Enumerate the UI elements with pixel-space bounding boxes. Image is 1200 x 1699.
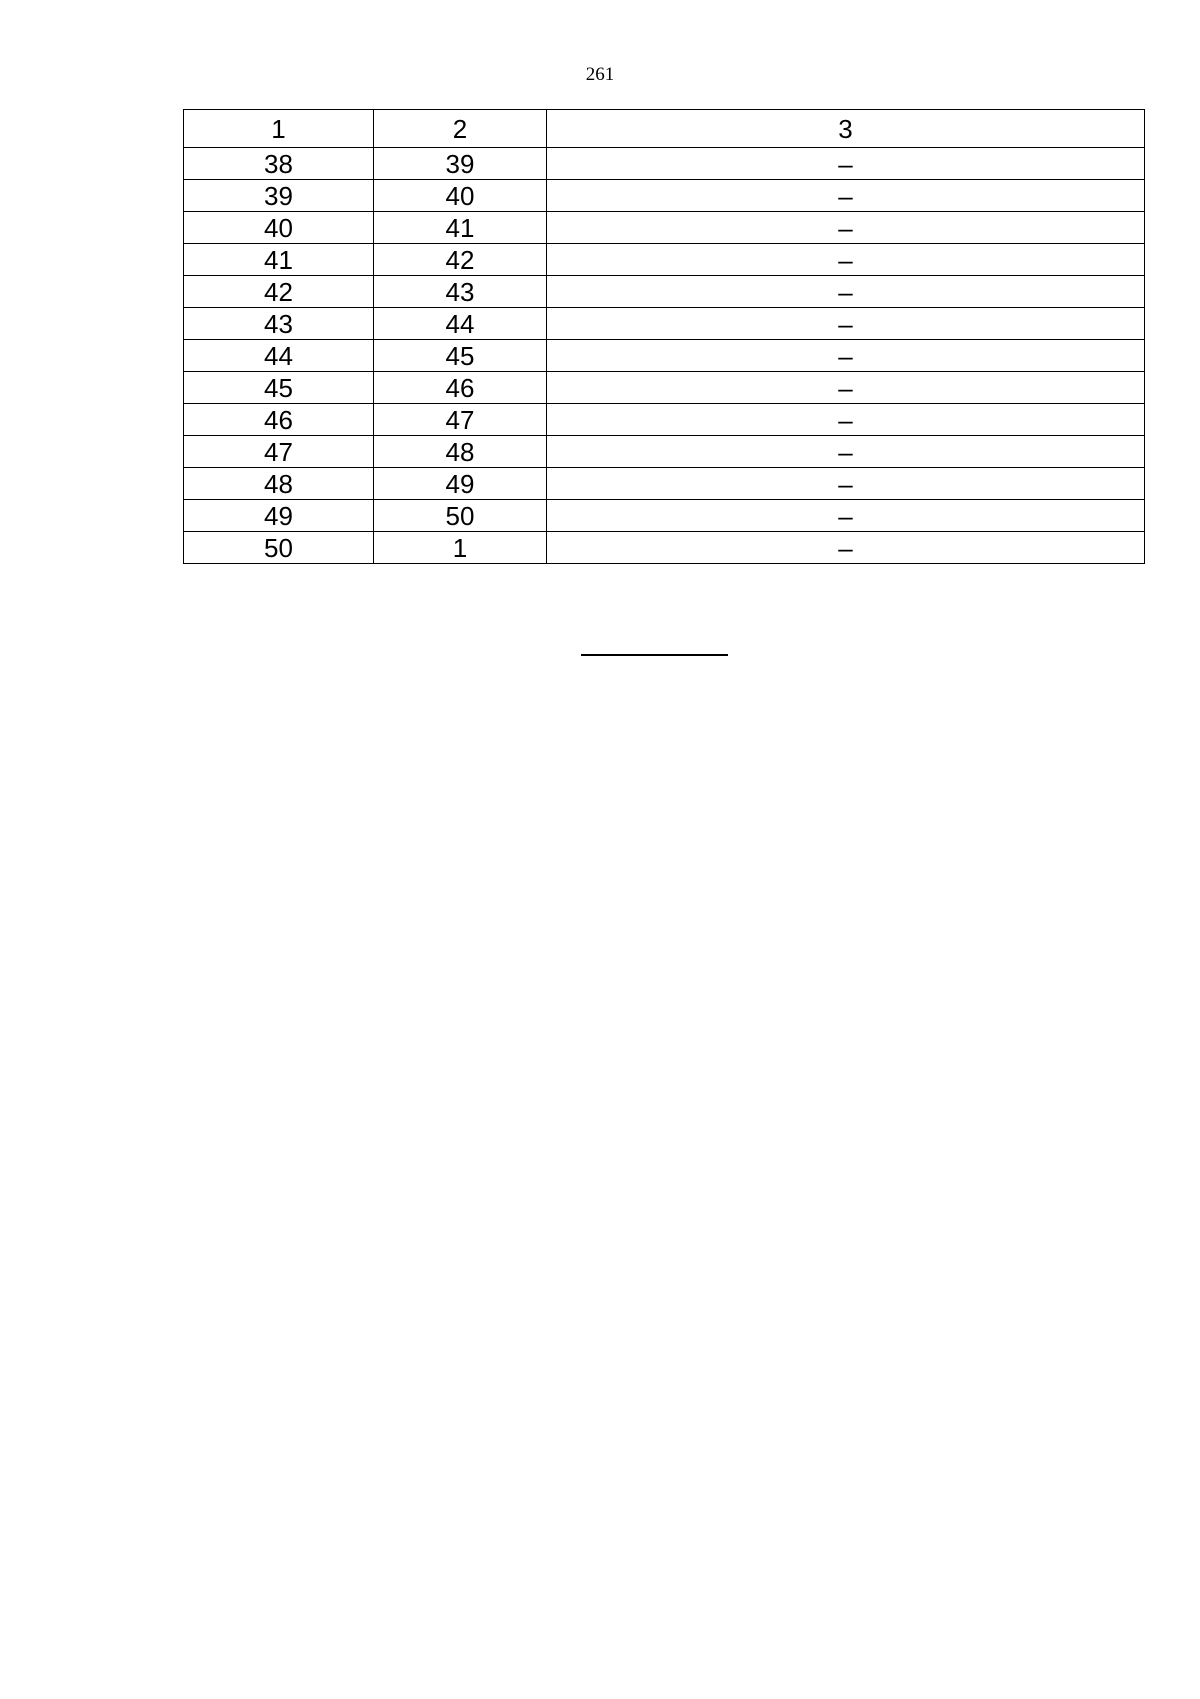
table-row	[184, 372, 1145, 404]
table-row	[184, 244, 1145, 276]
table-cell: –	[547, 532, 1145, 564]
table-row	[184, 276, 1145, 308]
table-cell: 39	[374, 148, 547, 180]
table-row	[184, 340, 1145, 372]
table-cell: 43	[374, 276, 547, 308]
table-cell: –	[547, 180, 1145, 212]
end-separator-line	[581, 654, 728, 656]
table-cell: –	[547, 404, 1145, 436]
table-cell: 49	[184, 500, 374, 532]
table-cell: 47	[374, 404, 547, 436]
table-cell: 46	[184, 404, 374, 436]
table-cell: –	[547, 500, 1145, 532]
table-cell: 45	[374, 340, 547, 372]
table-cell: –	[547, 308, 1145, 340]
table-row	[184, 212, 1145, 244]
table-row	[184, 180, 1145, 212]
table-cell: 38	[184, 148, 374, 180]
table-row	[184, 468, 1145, 500]
table-cell: 44	[374, 308, 547, 340]
table-cell: 47	[184, 436, 374, 468]
table-cell: –	[547, 276, 1145, 308]
table-cell: –	[547, 340, 1145, 372]
table-cell: –	[547, 436, 1145, 468]
table-cell: –	[547, 212, 1145, 244]
table-cell: 50	[374, 500, 547, 532]
column-header: 2	[374, 110, 547, 148]
table-cell: 48	[374, 436, 547, 468]
table-cell: –	[547, 468, 1145, 500]
table-header-row	[184, 110, 1145, 148]
table-cell: 46	[374, 372, 547, 404]
table-row	[184, 148, 1145, 180]
table-cell: 1	[374, 532, 547, 564]
table-cell: 45	[184, 372, 374, 404]
table-cell: 40	[184, 212, 374, 244]
table-cell: 49	[374, 468, 547, 500]
table-row	[184, 308, 1145, 340]
table-cell: 42	[374, 244, 547, 276]
table-cell: –	[547, 372, 1145, 404]
table-cell: –	[547, 244, 1145, 276]
table-cell: 43	[184, 308, 374, 340]
table-cell: 39	[184, 180, 374, 212]
table-row	[184, 436, 1145, 468]
column-header: 1	[184, 110, 374, 148]
table-row	[184, 500, 1145, 532]
table-cell: –	[547, 148, 1145, 180]
page-number: 261	[585, 64, 615, 85]
table-cell: 44	[184, 340, 374, 372]
table-cell: 50	[184, 532, 374, 564]
table-cell: 41	[184, 244, 374, 276]
data-table	[183, 109, 1145, 564]
table-cell: 42	[184, 276, 374, 308]
table-row	[184, 532, 1145, 564]
table-row	[184, 404, 1145, 436]
table-cell: 41	[374, 212, 547, 244]
column-header: 3	[547, 110, 1145, 148]
table-cell: 40	[374, 180, 547, 212]
table-cell: 48	[184, 468, 374, 500]
